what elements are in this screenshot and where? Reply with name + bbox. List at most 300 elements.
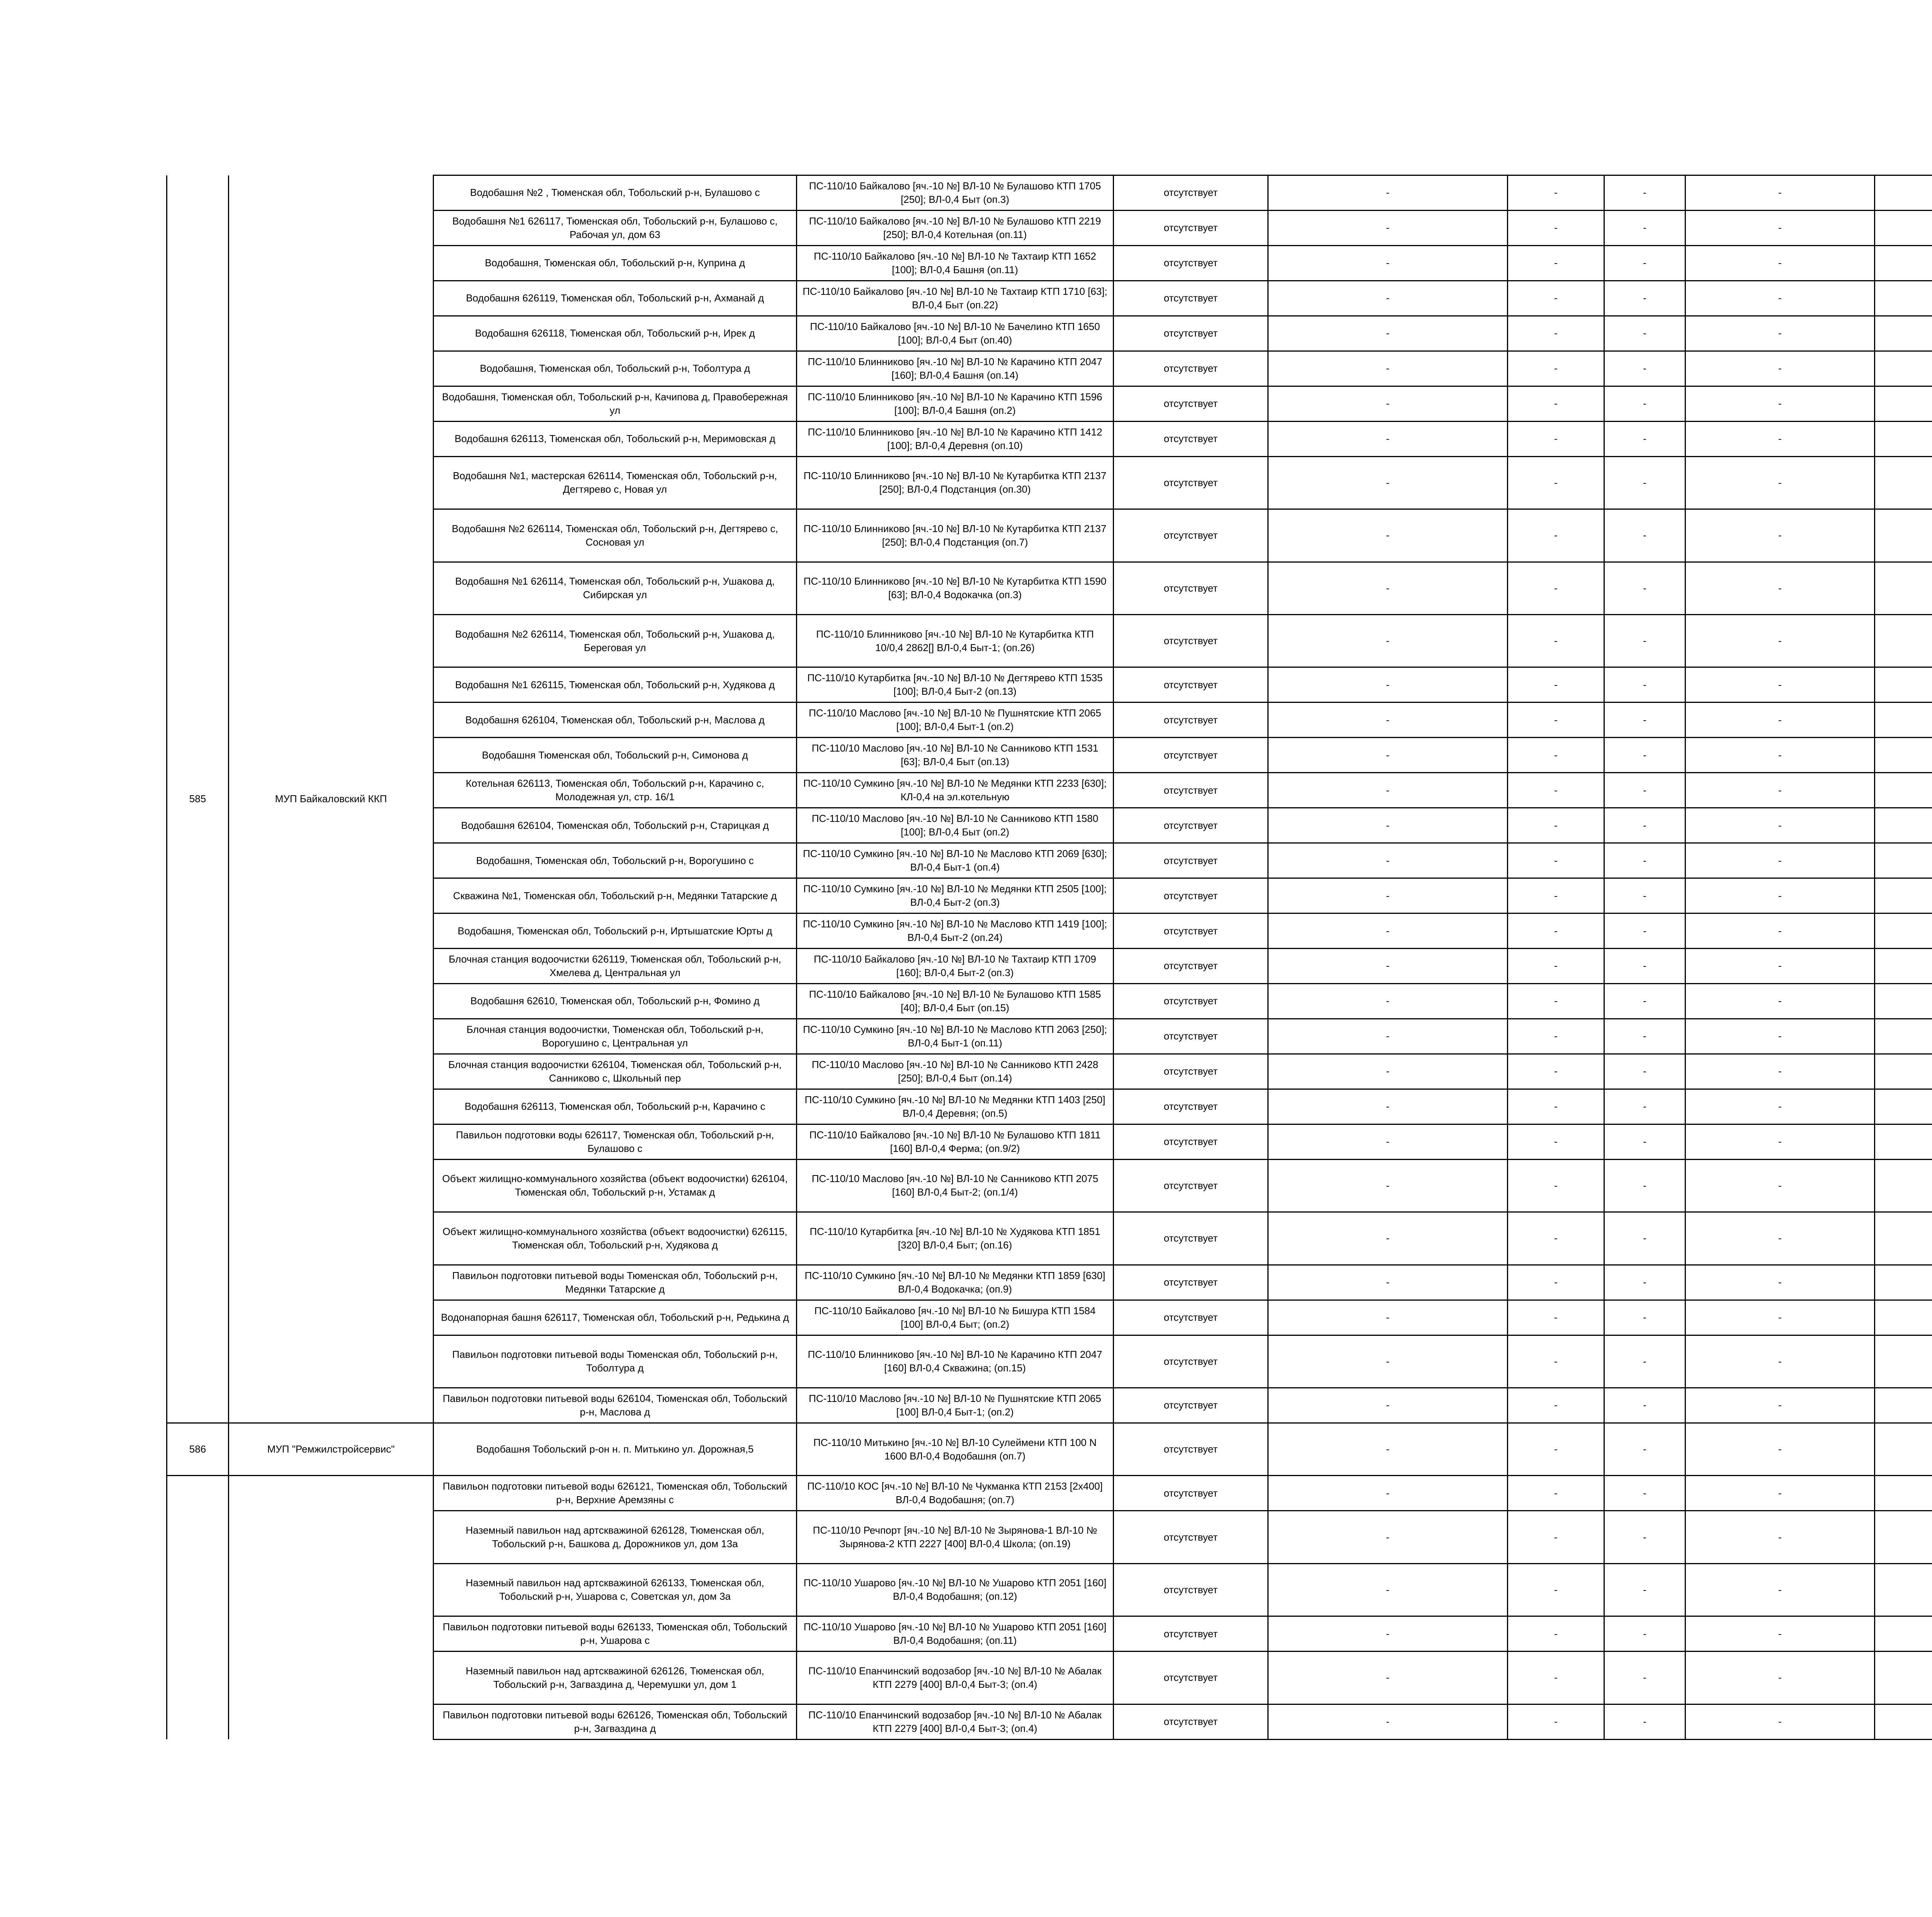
empty-value-cell <box>1875 1388 1932 1423</box>
power-source-cell: ПС-110/10 Сумкино [яч.-10 №] ВЛ-10 № Медянки КТП 2233 [630]; КЛ-0,4 на эл.котельную <box>797 773 1114 808</box>
empty-value-cell: - <box>1508 1563 1604 1616</box>
empty-value-cell: - <box>1508 614 1604 667</box>
empty-value-cell: - <box>1508 1265 1604 1300</box>
empty-value-cell: - <box>1508 1124 1604 1159</box>
empty-value-cell: - <box>1268 1019 1508 1054</box>
power-source-cell: ПС-110/10 Байкалово [яч.-10 №] ВЛ-10 № Булашово КТП 1585 [40]; ВЛ-0,4 Быт (оп.15) <box>797 983 1114 1019</box>
object-address-cell: Объект жилищно-коммунального хозяйства (объект водоочистки) 626115, Тюменская обл, Тобольский р-н, Худякова д <box>434 1212 797 1265</box>
empty-value-cell <box>1875 210 1932 245</box>
object-address-cell: Водобашня 626113, Тюменская обл, Тобольский р-н, Меримовская д <box>434 421 797 456</box>
empty-value-cell: - <box>1604 1159 1685 1212</box>
power-source-cell: ПС-110/10 Байкалово [яч.-10 №] ВЛ-10 № Булашово КТП 1811 [160] ВЛ-0,4 Ферма; (оп.9/2) <box>797 1124 1114 1159</box>
object-address-cell: Водобашня, Тюменская обл, Тобольский р-н, Иртышатские Юрты д <box>434 913 797 949</box>
empty-value-cell: - <box>1685 386 1875 421</box>
status-cell: отсутствует <box>1114 878 1268 913</box>
object-address-cell: Павильон подготовки питьевой воды Тюменская обл, Тобольский р-н, Тоболтура д <box>434 1335 797 1388</box>
empty-value-cell: - <box>1604 1563 1685 1616</box>
status-cell: отсутствует <box>1114 1511 1268 1563</box>
object-address-cell: Водобашня, Тюменская обл, Тобольский р-н, Качипова д, Правобережная ул <box>434 386 797 421</box>
empty-value-cell: - <box>1604 210 1685 245</box>
power-source-cell: ПС-110/10 Байкалово [яч.-10 №] ВЛ-10 № Тахтаир КТП 1709 [160]; ВЛ-0,4 Быт-2 (оп.3) <box>797 949 1114 984</box>
power-source-cell: ПС-110/10 Блинниково [яч.-10 №] ВЛ-10 № Карачино КТП 1596 [100]; ВЛ-0,4 Башня (оп.2) <box>797 386 1114 421</box>
empty-value-cell: - <box>1268 562 1508 614</box>
empty-value-cell: - <box>1508 808 1604 843</box>
object-address-cell: Блочная станция водоочистки 626104, Тюменская обл, Тобольский р-н, Санниково с, Школьный пер <box>434 1054 797 1089</box>
empty-value-cell: - <box>1268 386 1508 421</box>
power-source-cell: ПС-110/10 Митькино [яч.-10 №] ВЛ-10 Сулеймени КТП 100 N 1600 ВЛ-0,4 Водобашня (оп.7) <box>797 1423 1114 1475</box>
organization-cell <box>229 1476 434 1739</box>
empty-value-cell: - <box>1508 1476 1604 1511</box>
power-source-cell: ПС-110/10 Маслово [яч.-10 №] ВЛ-10 № Санниково КТП 1531 [63]; ВЛ-0,4 Быт (оп.13) <box>797 738 1114 773</box>
power-source-cell: ПС-110/10 Блинниково [яч.-10 №] ВЛ-10 № Карачино КТП 2047 [160]; ВЛ-0,4 Башня (оп.14) <box>797 351 1114 386</box>
group-number-cell: 586 <box>167 1423 229 1475</box>
empty-value-cell: - <box>1685 1616 1875 1652</box>
power-source-cell: ПС-110/10 Кутарбитка [яч.-10 №] ВЛ-10 № Дегтярево КТП 1535 [100]; ВЛ-0,4 Быт-2 (оп.13) <box>797 667 1114 703</box>
status-cell: отсутствует <box>1114 1265 1268 1300</box>
empty-value-cell: - <box>1604 773 1685 808</box>
empty-value-cell: - <box>1268 281 1508 316</box>
empty-value-cell <box>1875 562 1932 614</box>
empty-value-cell: - <box>1604 316 1685 351</box>
power-source-cell: ПС-110/10 Маслово [яч.-10 №] ВЛ-10 № Санниково КТП 1580 [100]; ВЛ-0,4 Быт (оп.2) <box>797 808 1114 843</box>
empty-value-cell: - <box>1508 1616 1604 1652</box>
empty-value-cell: - <box>1685 1019 1875 1054</box>
power-source-cell: ПС-110/10 Байкалово [яч.-10 №] ВЛ-10 № Бачелино КТП 1650 [100]; ВЛ-0,4 Быт (оп.40) <box>797 316 1114 351</box>
object-address-cell: Водобашня 626104, Тюменская обл, Тобольский р-н, Старицкая д <box>434 808 797 843</box>
empty-value-cell: - <box>1685 1563 1875 1616</box>
power-source-cell: ПС-110/10 Байкалово [яч.-10 №] ВЛ-10 № Булашово КТП 2219 [250]; ВЛ-0,4 Котельная (оп.11) <box>797 210 1114 245</box>
power-source-cell: ПС-110/10 Кутарбитка [яч.-10 №] ВЛ-10 № Худякова КТП 1851 [320] ВЛ-0,4 Быт; (оп.16) <box>797 1212 1114 1265</box>
empty-value-cell: - <box>1604 1704 1685 1739</box>
object-address-cell: Водонапорная башня 626117, Тюменская обл, Тобольский р-н, Редькина д <box>434 1300 797 1335</box>
status-cell: отсутствует <box>1114 421 1268 456</box>
empty-value-cell: - <box>1604 913 1685 949</box>
empty-value-cell: - <box>1685 1054 1875 1089</box>
object-address-cell: Котельная 626113, Тюменская обл, Тобольский р-н, Карачино с, Молодежная ул, стр. 16/1 <box>434 773 797 808</box>
object-address-cell: Павильон подготовки питьевой воды 626126, Тюменская обл, Тобольский р-н, Загваздина д <box>434 1704 797 1739</box>
empty-value-cell: - <box>1268 983 1508 1019</box>
empty-value-cell: - <box>1685 1159 1875 1212</box>
empty-value-cell: - <box>1604 667 1685 703</box>
empty-value-cell: - <box>1685 562 1875 614</box>
status-cell: отсутствует <box>1114 949 1268 984</box>
object-address-cell: Водобашня Тюменская обл, Тобольский р-н, Симонова д <box>434 738 797 773</box>
empty-value-cell: - <box>1508 738 1604 773</box>
empty-value-cell: - <box>1508 1511 1604 1563</box>
empty-value-cell: - <box>1268 808 1508 843</box>
object-address-cell: Водобашня №1 626114, Тюменская обл, Тобольский р-н, Ушакова д, Сибирская ул <box>434 562 797 614</box>
empty-value-cell <box>1875 1019 1932 1054</box>
power-source-cell: ПС-110/10 Маслово [яч.-10 №] ВЛ-10 № Пушнятские КТП 2065 [100]; ВЛ-0,4 Быт-1 (оп.2) <box>797 703 1114 738</box>
empty-value-cell <box>1875 667 1932 703</box>
empty-value-cell: - <box>1508 667 1604 703</box>
empty-value-cell <box>1875 316 1932 351</box>
object-address-cell: Блочная станция водоочистки 626119, Тюменская обл, Тобольский р-н, Хмелева д, Центральная ул <box>434 949 797 984</box>
status-cell: отсутствует <box>1114 667 1268 703</box>
power-source-cell: ПС-110/10 Байкалово [яч.-10 №] ВЛ-10 № Тахтаир КТП 1652 [100]; ВЛ-0,4 Башня (оп.11) <box>797 245 1114 281</box>
status-cell: отсутствует <box>1114 1124 1268 1159</box>
empty-value-cell <box>1875 281 1932 316</box>
empty-value-cell: - <box>1508 386 1604 421</box>
status-cell: отсутствует <box>1114 843 1268 878</box>
organization-cell: МУП Байкаловский ККП <box>229 175 434 1423</box>
empty-value-cell <box>1875 1159 1932 1212</box>
empty-value-cell: - <box>1268 245 1508 281</box>
status-cell: отсутствует <box>1114 1388 1268 1423</box>
power-source-cell: ПС-110/10 Блинниково [яч.-10 №] ВЛ-10 № Карачино КТП 2047 [160] ВЛ-0,4 Скважина; (оп.15) <box>797 1335 1114 1388</box>
empty-value-cell: - <box>1268 1563 1508 1616</box>
empty-value-cell: - <box>1604 808 1685 843</box>
object-address-cell: Объект жилищно-коммунального хозяйства (объект водоочистки) 626104, Тюменская обл, Тобольский р-н, Устамак д <box>434 1159 797 1212</box>
empty-value-cell: - <box>1685 667 1875 703</box>
empty-value-cell <box>1875 1054 1932 1089</box>
empty-value-cell: - <box>1268 1704 1508 1739</box>
empty-value-cell: - <box>1685 316 1875 351</box>
power-source-cell: ПС-110/10 Блинниково [яч.-10 №] ВЛ-10 № Карачино КТП 1412 [100]; ВЛ-0,4 Деревня (оп.10) <box>797 421 1114 456</box>
empty-value-cell: - <box>1604 843 1685 878</box>
object-address-cell: Водобашня, Тюменская обл, Тобольский р-н, Куприна д <box>434 245 797 281</box>
empty-value-cell: - <box>1604 351 1685 386</box>
empty-value-cell: - <box>1268 1300 1508 1335</box>
empty-value-cell: - <box>1268 949 1508 984</box>
empty-value-cell: - <box>1685 773 1875 808</box>
empty-value-cell <box>1875 703 1932 738</box>
empty-value-cell: - <box>1685 456 1875 509</box>
table-row <box>167 1476 1932 1511</box>
empty-value-cell: - <box>1604 456 1685 509</box>
empty-value-cell <box>1875 1335 1932 1388</box>
empty-value-cell: - <box>1268 351 1508 386</box>
consumers-table <box>166 175 1932 1740</box>
object-address-cell: Водобашня 62610, Тюменская обл, Тобольский р-н, Фомино д <box>434 983 797 1019</box>
power-source-cell: ПС-110/10 Сумкино [яч.-10 №] ВЛ-10 № Медянки КТП 1859 [630] ВЛ-0,4 Водокачка; (оп.9) <box>797 1265 1114 1300</box>
empty-value-cell: - <box>1268 843 1508 878</box>
empty-value-cell <box>1875 1511 1932 1563</box>
empty-value-cell: - <box>1604 1019 1685 1054</box>
power-source-cell: ПС-110/10 Ушарово [яч.-10 №] ВЛ-10 № Ушарово КТП 2051 [160] ВЛ-0,4 Водобашня; (оп.12) <box>797 1563 1114 1616</box>
empty-value-cell: - <box>1685 1265 1875 1300</box>
empty-value-cell: - <box>1508 509 1604 562</box>
empty-value-cell <box>1875 421 1932 456</box>
status-cell: отсутствует <box>1114 983 1268 1019</box>
empty-value-cell: - <box>1508 949 1604 984</box>
empty-value-cell: - <box>1685 949 1875 984</box>
empty-value-cell: - <box>1604 1423 1685 1475</box>
empty-value-cell: - <box>1508 913 1604 949</box>
status-cell: отсутствует <box>1114 509 1268 562</box>
empty-value-cell: - <box>1508 878 1604 913</box>
status-cell: отсутствует <box>1114 1616 1268 1652</box>
empty-value-cell: - <box>1685 1511 1875 1563</box>
empty-value-cell: - <box>1268 421 1508 456</box>
power-source-cell: ПС-110/10 Сумкино [яч.-10 №] ВЛ-10 № Медянки КТП 2505 [100]; ВЛ-0,4 Быт-2 (оп.3) <box>797 878 1114 913</box>
empty-value-cell <box>1875 386 1932 421</box>
empty-value-cell <box>1875 773 1932 808</box>
empty-value-cell: - <box>1508 281 1604 316</box>
empty-value-cell: - <box>1685 1476 1875 1511</box>
power-source-cell: ПС-110/10 Епанчинский водозабор [яч.-10 №] ВЛ-10 № Абалак КТП 2279 [400] ВЛ-0,4 Быт-3; (оп.4) <box>797 1704 1114 1739</box>
empty-value-cell <box>1875 878 1932 913</box>
empty-value-cell: - <box>1508 983 1604 1019</box>
empty-value-cell: - <box>1268 1159 1508 1212</box>
empty-value-cell: - <box>1508 316 1604 351</box>
empty-value-cell: - <box>1604 245 1685 281</box>
power-source-cell: ПС-110/10 Блинниково [яч.-10 №] ВЛ-10 № Кутарбитка КТП 1590 [63]; ВЛ-0,4 Водокачка (оп.3) <box>797 562 1114 614</box>
empty-value-cell: - <box>1604 983 1685 1019</box>
power-source-cell: ПС-110/10 Сумкино [яч.-10 №] ВЛ-10 № Медянки КТП 1403 [250] ВЛ-0,4 Деревня; (оп.5) <box>797 1089 1114 1124</box>
empty-value-cell: - <box>1268 738 1508 773</box>
empty-value-cell <box>1875 738 1932 773</box>
empty-value-cell: - <box>1604 509 1685 562</box>
empty-value-cell <box>1875 245 1932 281</box>
empty-value-cell: - <box>1604 738 1685 773</box>
empty-value-cell: - <box>1604 949 1685 984</box>
empty-value-cell: - <box>1268 1616 1508 1652</box>
object-address-cell: Наземный павильон над артскважиной 626126, Тюменская обл, Тобольский р-н, Загваздина д, Черемушки ул, дом 1 <box>434 1652 797 1704</box>
power-source-cell: ПС-110/10 Байкалово [яч.-10 №] ВЛ-10 № Тахтаир КТП 1710 [63]; ВЛ-0,4 Быт (оп.22) <box>797 281 1114 316</box>
object-address-cell: Павильон подготовки питьевой воды 626121, Тюменская обл, Тобольский р-н, Верхние Аремзяны с <box>434 1476 797 1511</box>
empty-value-cell: - <box>1604 281 1685 316</box>
empty-value-cell: - <box>1604 1511 1685 1563</box>
empty-value-cell <box>1875 983 1932 1019</box>
power-source-cell: ПС-110/10 Епанчинский водозабор [яч.-10 №] ВЛ-10 № Абалак КТП 2279 [400] ВЛ-0,4 Быт-3; (оп.4) <box>797 1652 1114 1704</box>
empty-value-cell: - <box>1268 1476 1508 1511</box>
status-cell: отсутствует <box>1114 808 1268 843</box>
data-table-sheet <box>166 175 1932 1740</box>
object-address-cell: Скважина №1, Тюменская обл, Тобольский р-н, Медянки Татарские д <box>434 878 797 913</box>
status-cell: отсутствует <box>1114 456 1268 509</box>
empty-value-cell <box>1875 1423 1932 1475</box>
table-body <box>167 175 1932 1740</box>
status-cell: отсутствует <box>1114 1335 1268 1388</box>
empty-value-cell: - <box>1508 1335 1604 1388</box>
empty-value-cell <box>1875 614 1932 667</box>
object-address-cell: Водобашня, Тюменская обл, Тобольский р-н, Тоболтура д <box>434 351 797 386</box>
empty-value-cell <box>1875 1704 1932 1739</box>
empty-value-cell: - <box>1268 878 1508 913</box>
empty-value-cell: - <box>1685 1704 1875 1739</box>
empty-value-cell: - <box>1685 245 1875 281</box>
empty-value-cell: - <box>1508 245 1604 281</box>
empty-value-cell: - <box>1685 210 1875 245</box>
object-address-cell: Водобашня №1 626115, Тюменская обл, Тобольский р-н, Худякова д <box>434 667 797 703</box>
status-cell: отсутствует <box>1114 614 1268 667</box>
empty-value-cell: - <box>1604 386 1685 421</box>
empty-value-cell: - <box>1604 421 1685 456</box>
empty-value-cell: - <box>1268 703 1508 738</box>
empty-value-cell: - <box>1508 456 1604 509</box>
empty-value-cell: - <box>1685 738 1875 773</box>
empty-value-cell: - <box>1604 1212 1685 1265</box>
empty-value-cell: - <box>1685 808 1875 843</box>
empty-value-cell <box>1875 843 1932 878</box>
status-cell: отсутствует <box>1114 351 1268 386</box>
object-address-cell: Водобашня №1, мастерская 626114, Тюменская обл, Тобольский р-н, Дегтярево с, Новая ул <box>434 456 797 509</box>
empty-value-cell: - <box>1508 210 1604 245</box>
status-cell: отсутствует <box>1114 1212 1268 1265</box>
empty-value-cell: - <box>1508 421 1604 456</box>
empty-value-cell: - <box>1268 1054 1508 1089</box>
empty-value-cell: - <box>1268 1423 1508 1475</box>
power-source-cell: ПС-110/10 Маслово [яч.-10 №] ВЛ-10 № Пушнятские КТП 2065 [100] ВЛ-0,4 Быт-1; (оп.2) <box>797 1388 1114 1423</box>
power-source-cell: ПС-110/10 Ушарово [яч.-10 №] ВЛ-10 № Ушарово КТП 2051 [160] ВЛ-0,4 Водобашня; (оп.11) <box>797 1616 1114 1652</box>
object-address-cell: Павильон подготовки питьевой воды Тюменская обл, Тобольский р-н, Медянки Татарские д <box>434 1265 797 1300</box>
empty-value-cell: - <box>1604 1388 1685 1423</box>
empty-value-cell: - <box>1685 1652 1875 1704</box>
status-cell: отсутствует <box>1114 1704 1268 1739</box>
empty-value-cell: - <box>1508 1704 1604 1739</box>
object-address-cell: Водобашня 626119, Тюменская обл, Тобольский р-н, Ахманай д <box>434 281 797 316</box>
empty-value-cell: - <box>1268 1335 1508 1388</box>
status-cell: отсутствует <box>1114 210 1268 245</box>
empty-value-cell: - <box>1685 281 1875 316</box>
empty-value-cell: - <box>1685 614 1875 667</box>
empty-value-cell: - <box>1604 562 1685 614</box>
empty-value-cell: - <box>1685 913 1875 949</box>
empty-value-cell <box>1875 1212 1932 1265</box>
empty-value-cell <box>1875 808 1932 843</box>
status-cell: отсутствует <box>1114 1300 1268 1335</box>
empty-value-cell: - <box>1268 1265 1508 1300</box>
empty-value-cell: - <box>1268 1212 1508 1265</box>
empty-value-cell: - <box>1268 1652 1508 1704</box>
power-source-cell: ПС-110/10 Маслово [яч.-10 №] ВЛ-10 № Санниково КТП 2075 [160] ВЛ-0,4 Быт-2; (оп.1/4) <box>797 1159 1114 1212</box>
status-cell: отсутствует <box>1114 913 1268 949</box>
empty-value-cell <box>1875 351 1932 386</box>
empty-value-cell: - <box>1685 421 1875 456</box>
status-cell: отсутствует <box>1114 1019 1268 1054</box>
empty-value-cell <box>1875 1476 1932 1511</box>
empty-value-cell: - <box>1604 878 1685 913</box>
object-address-cell: Павильон подготовки питьевой воды 626133, Тюменская обл, Тобольский р-н, Ушарова с <box>434 1616 797 1652</box>
power-source-cell: ПС-110/10 Сумкино [яч.-10 №] ВЛ-10 № Маслово КТП 2069 [630]; ВЛ-0,4 Быт-1 (оп.4) <box>797 843 1114 878</box>
empty-value-cell <box>1875 1563 1932 1616</box>
object-address-cell: Павильон подготовки питьевой воды 626104, Тюменская обл, Тобольский р-н, Маслова д <box>434 1388 797 1423</box>
empty-value-cell: - <box>1508 703 1604 738</box>
empty-value-cell: - <box>1268 1511 1508 1563</box>
status-cell: отсутствует <box>1114 1652 1268 1704</box>
object-address-cell: Водобашня 626104, Тюменская обл, Тобольский р-н, Маслова д <box>434 703 797 738</box>
status-cell: отсутствует <box>1114 281 1268 316</box>
group-number-cell <box>167 1476 229 1739</box>
empty-value-cell: - <box>1604 1265 1685 1300</box>
status-cell: отсутствует <box>1114 245 1268 281</box>
object-address-cell: Водобашня 626118, Тюменская обл, Тобольский р-н, Ирек д <box>434 316 797 351</box>
status-cell: отсутствует <box>1114 386 1268 421</box>
empty-value-cell: - <box>1508 1423 1604 1475</box>
empty-value-cell: - <box>1685 1423 1875 1475</box>
group-number-cell: 585 <box>167 175 229 1423</box>
empty-value-cell: - <box>1508 1652 1604 1704</box>
empty-value-cell <box>1875 1300 1932 1335</box>
power-source-cell: ПС-110/10 Маслово [яч.-10 №] ВЛ-10 № Санниково КТП 2428 [250]; ВЛ-0,4 Быт (оп.14) <box>797 1054 1114 1089</box>
object-address-cell: Водобашня №2 626114, Тюменская обл, Тобольский р-н, Дегтярево с, Сосновая ул <box>434 509 797 562</box>
empty-value-cell <box>1875 1124 1932 1159</box>
empty-value-cell: - <box>1268 509 1508 562</box>
power-source-cell: ПС-110/10 Байкалово [яч.-10 №] ВЛ-10 № Бишура КТП 1584 [100] ВЛ-0,4 Быт; (оп.2) <box>797 1300 1114 1335</box>
status-cell: отсутствует <box>1114 703 1268 738</box>
empty-value-cell: - <box>1685 983 1875 1019</box>
status-cell: отсутствует <box>1114 1089 1268 1124</box>
empty-value-cell: - <box>1268 1388 1508 1423</box>
power-source-cell: ПС-110/10 Байкалово [яч.-10 №] ВЛ-10 № Булашово КТП 1705 [250]; ВЛ-0,4 Быт (оп.3) <box>797 175 1114 211</box>
empty-value-cell: - <box>1685 175 1875 211</box>
empty-value-cell: - <box>1604 1054 1685 1089</box>
empty-value-cell <box>1875 1089 1932 1124</box>
status-cell: отсутствует <box>1114 1423 1268 1475</box>
power-source-cell: ПС-110/10 Блинниково [яч.-10 №] ВЛ-10 № Кутарбитка КТП 2137 [250]; ВЛ-0,4 Подстанция (оп.30) <box>797 456 1114 509</box>
status-cell: отсутствует <box>1114 773 1268 808</box>
empty-value-cell: - <box>1508 1212 1604 1265</box>
power-source-cell: ПС-110/10 Сумкино [яч.-10 №] ВЛ-10 № Маслово КТП 1419 [100]; ВЛ-0,4 Быт-2 (оп.24) <box>797 913 1114 949</box>
empty-value-cell: - <box>1604 1335 1685 1388</box>
empty-value-cell: - <box>1508 1300 1604 1335</box>
object-address-cell: Водобашня 626113, Тюменская обл, Тобольский р-н, Карачино с <box>434 1089 797 1124</box>
power-source-cell: ПС-110/10 КОС [яч.-10 №] ВЛ-10 № Чукманка КТП 2153 [2x400] ВЛ-0,4 Водобашня; (оп.7) <box>797 1476 1114 1511</box>
empty-value-cell: - <box>1508 175 1604 211</box>
empty-value-cell: - <box>1268 175 1508 211</box>
empty-value-cell: - <box>1268 316 1508 351</box>
status-cell: отсутствует <box>1114 562 1268 614</box>
empty-value-cell: - <box>1604 1476 1685 1511</box>
status-cell: отсутствует <box>1114 738 1268 773</box>
empty-value-cell: - <box>1685 1124 1875 1159</box>
object-address-cell: Водобашня Тобольский р-он н. п. Митькино ул. Дорожная,5 <box>434 1423 797 1475</box>
empty-value-cell <box>1875 1652 1932 1704</box>
empty-value-cell: - <box>1508 1089 1604 1124</box>
empty-value-cell <box>1875 913 1932 949</box>
empty-value-cell: - <box>1685 703 1875 738</box>
status-cell: отсутствует <box>1114 316 1268 351</box>
empty-value-cell: - <box>1508 351 1604 386</box>
power-source-cell: ПС-110/10 Блинниково [яч.-10 №] ВЛ-10 № Кутарбитка КТП 10/0,4 2862[] ВЛ-0,4 Быт-1; (оп.26) <box>797 614 1114 667</box>
empty-value-cell: - <box>1604 1652 1685 1704</box>
empty-value-cell <box>1875 1265 1932 1300</box>
empty-value-cell: - <box>1604 1616 1685 1652</box>
empty-value-cell: - <box>1604 703 1685 738</box>
status-cell: отсутствует <box>1114 1054 1268 1089</box>
object-address-cell: Наземный павильон над артскважиной 626128, Тюменская обл, Тобольский р-н, Башкова д, Дорожников ул, дом 13а <box>434 1511 797 1563</box>
empty-value-cell: - <box>1685 351 1875 386</box>
empty-value-cell: - <box>1604 1089 1685 1124</box>
empty-value-cell: - <box>1604 1300 1685 1335</box>
status-cell: отсутствует <box>1114 1476 1268 1511</box>
object-address-cell: Водобашня №1 626117, Тюменская обл, Тобольский р-н, Булашово с, Рабочая ул, дом 63 <box>434 210 797 245</box>
empty-value-cell: - <box>1685 1335 1875 1388</box>
empty-value-cell: - <box>1604 614 1685 667</box>
empty-value-cell: - <box>1685 843 1875 878</box>
empty-value-cell: - <box>1508 773 1604 808</box>
object-address-cell: Водобашня №2 , Тюменская обл, Тобольский р-н, Булашово с <box>434 175 797 211</box>
empty-value-cell: - <box>1268 1089 1508 1124</box>
empty-value-cell <box>1875 509 1932 562</box>
empty-value-cell <box>1875 949 1932 984</box>
status-cell: отсутствует <box>1114 1563 1268 1616</box>
empty-value-cell: - <box>1508 1388 1604 1423</box>
empty-value-cell: - <box>1508 843 1604 878</box>
empty-value-cell: - <box>1685 1212 1875 1265</box>
empty-value-cell: - <box>1268 773 1508 808</box>
object-address-cell: Наземный павильон над артскважиной 626133, Тюменская обл, Тобольский р-н, Ушарова с, Советская ул, дом 3а <box>434 1563 797 1616</box>
empty-value-cell: - <box>1685 1089 1875 1124</box>
empty-value-cell: - <box>1604 175 1685 211</box>
organization-cell: МУП "Ремжилстройсервис" <box>229 1423 434 1475</box>
empty-value-cell: - <box>1268 913 1508 949</box>
empty-value-cell <box>1875 175 1932 211</box>
status-cell: отсутствует <box>1114 1159 1268 1212</box>
power-source-cell: ПС-110/10 Блинниково [яч.-10 №] ВЛ-10 № Кутарбитка КТП 2137 [250]; ВЛ-0,4 Подстанция (оп.7) <box>797 509 1114 562</box>
object-address-cell: Павильон подготовки воды 626117, Тюменская обл, Тобольский р-н, Булашово с <box>434 1124 797 1159</box>
